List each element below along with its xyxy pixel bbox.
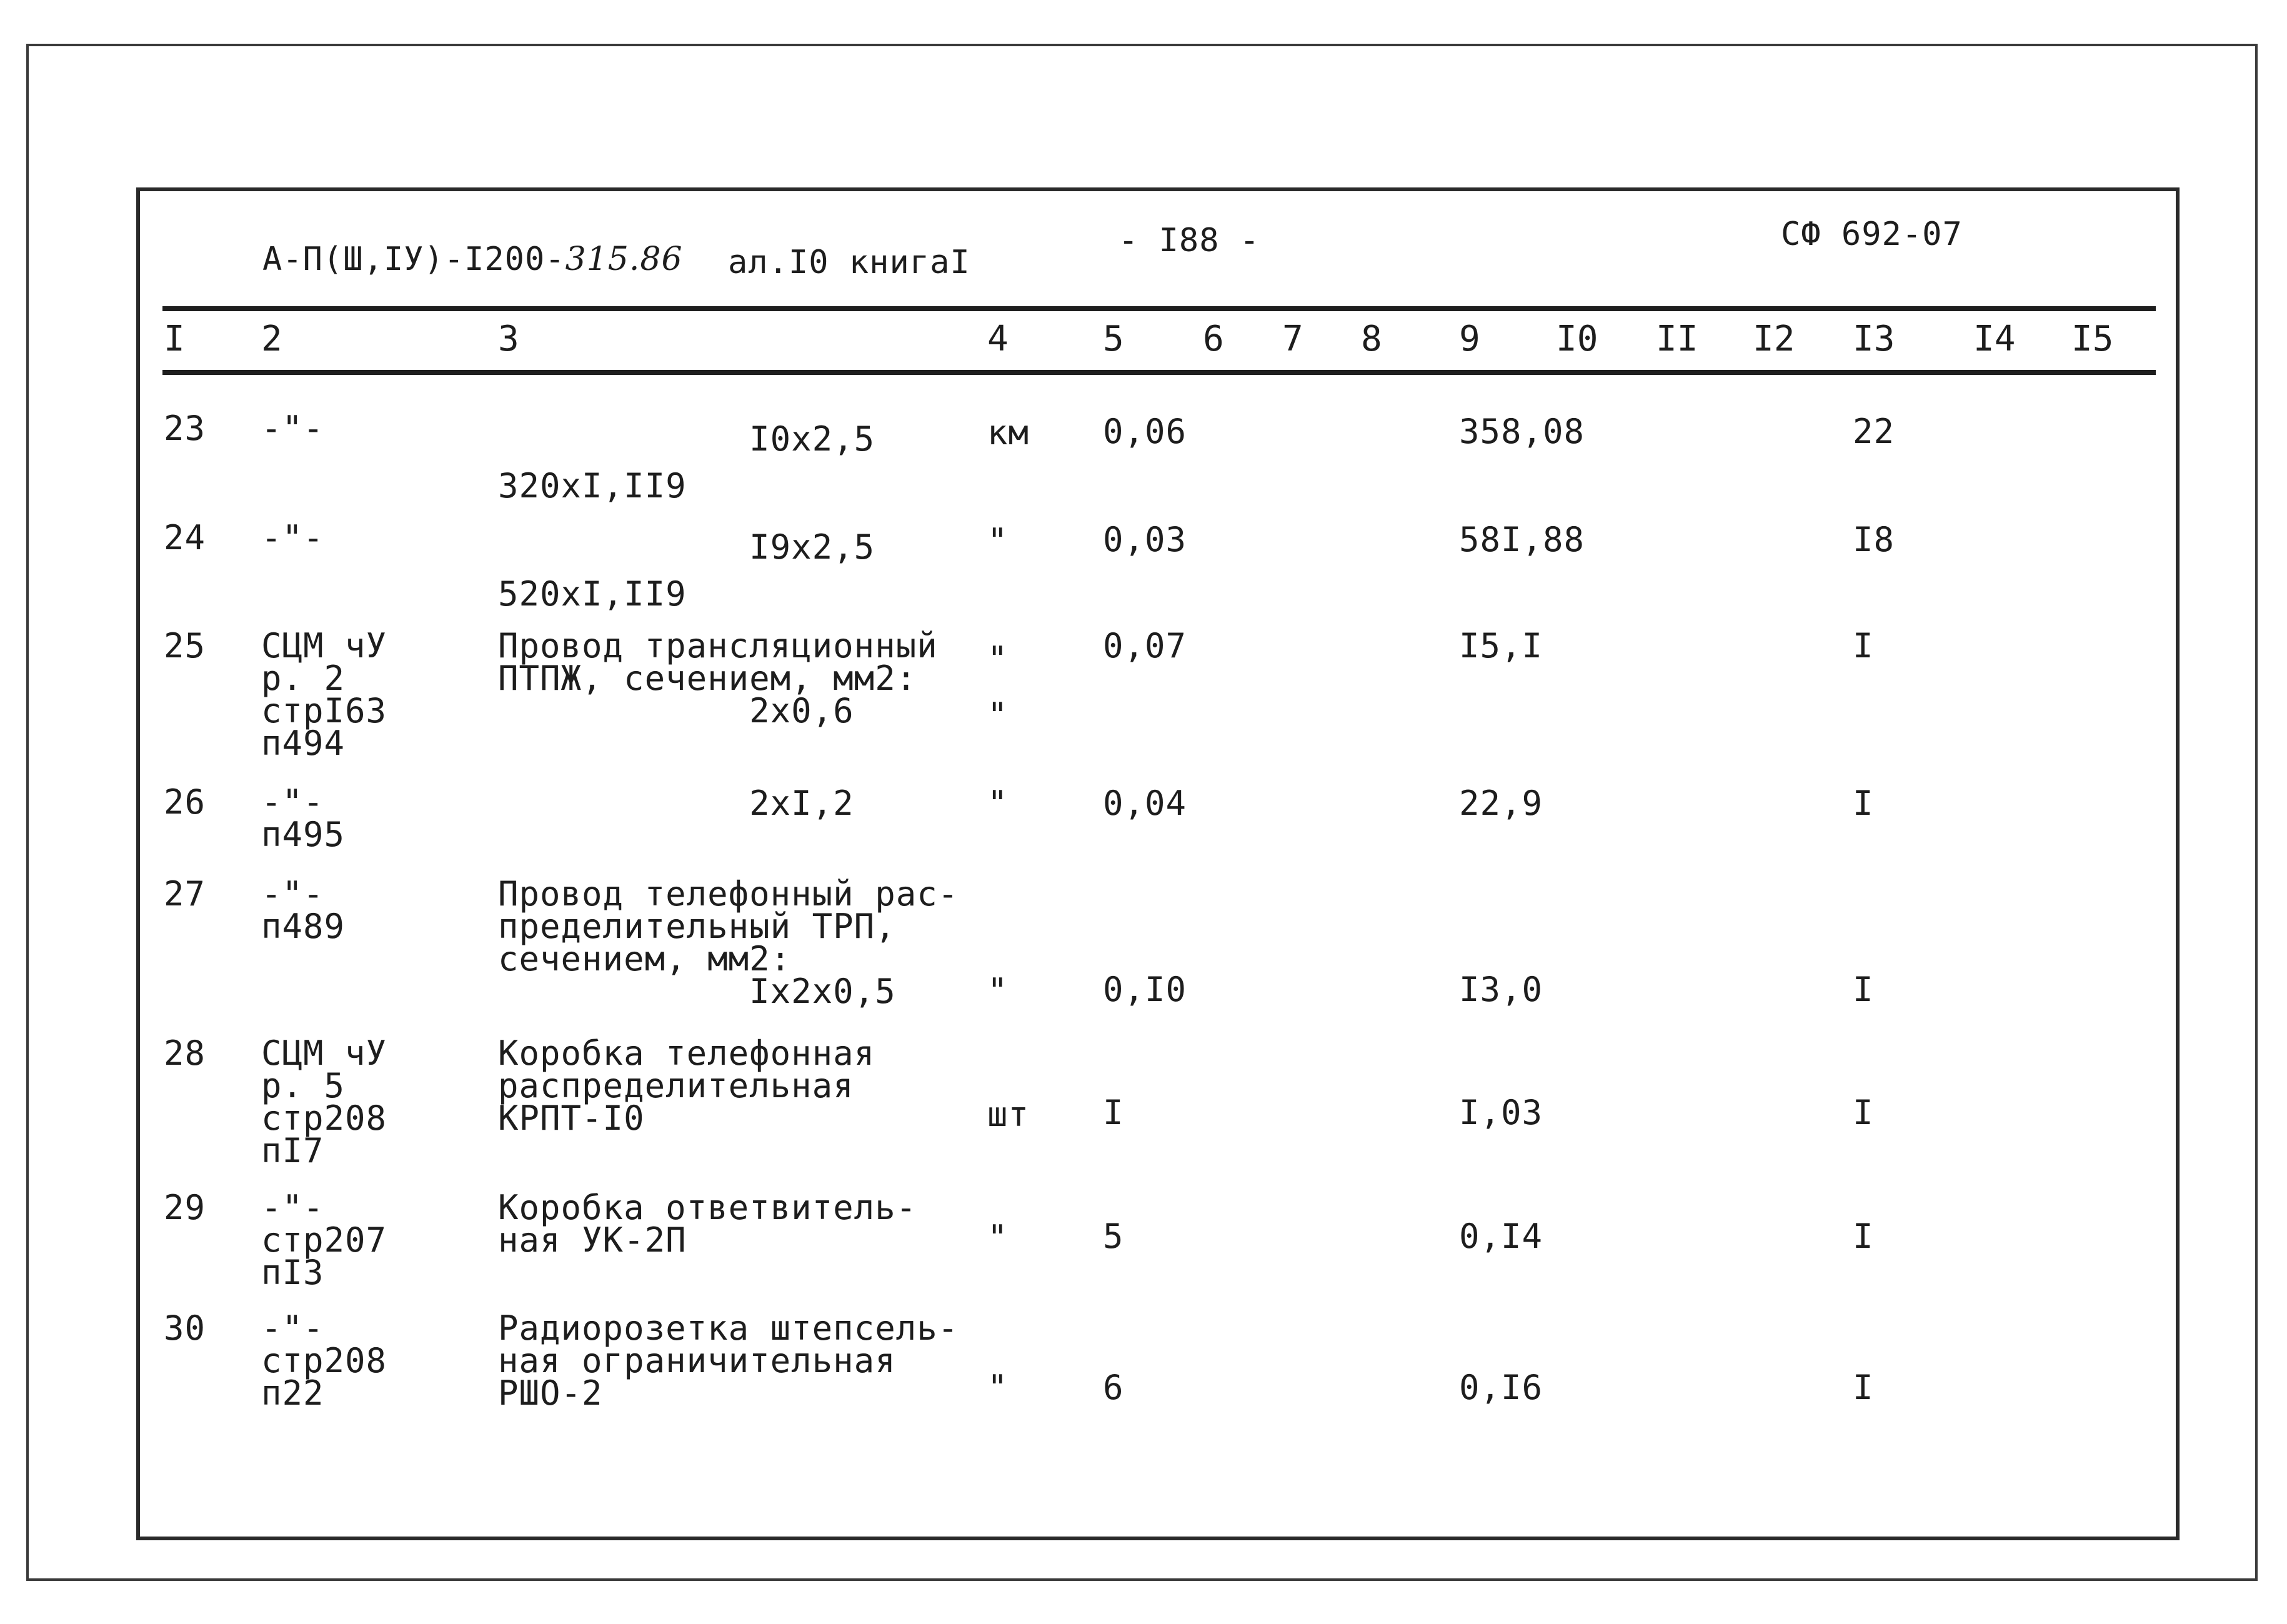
column-header: 6 [1203,319,1224,359]
row-name: Радиорозетка штепсель- ная ограничительная РШО-2 [498,1308,959,1413]
row-price: 22,9 [1459,784,1543,823]
album-label: ал.I0 книгаI [728,244,970,281]
row-unit: " " [987,639,1009,735]
document-code [262,241,683,278]
column-header: II [1656,319,1698,359]
table-frame [136,187,2180,1540]
row-source: СЦМ чУ р. 5 стр208 пI7 [261,1034,387,1170]
row-price: 0,I6 [1459,1368,1543,1407]
row-col13: I [1853,1093,1874,1132]
row-unit: " [987,521,1009,560]
row-number: 26 [164,782,206,822]
row-quantity: I [1103,1093,1124,1132]
row-price: 0,I4 [1459,1217,1543,1256]
row-col13: I [1853,784,1874,823]
row-unit: км [987,413,1030,452]
column-header: 7 [1282,319,1303,359]
row-col13: I [1853,970,1874,1009]
column-header: I2 [1753,319,1795,359]
row-source: СЦМ чУ р. 2 стрI63 п494 [261,626,387,763]
row-unit: " [987,971,1009,1010]
row-name: Провод трансляционный ПТПЖ, сечением, мм2: 2x0,6 [498,626,938,730]
column-header: 3 [498,319,519,359]
row-quantity: 0,04 [1103,784,1187,823]
row-name: Провод телефонный рас- пределительный ТРП, сечением, мм2: Ix2x0,5 [498,874,959,1011]
row-source: -"- [261,409,324,448]
row-name: I9x2,5 520xI,II9 [498,527,875,614]
row-unit: " [987,1368,1009,1407]
row-unit: " [987,784,1009,823]
row-price: 358,08 [1459,412,1585,451]
row-col13: I8 [1853,520,1895,559]
column-header: 9 [1459,319,1480,359]
row-source: -"- п495 [261,782,346,854]
row-quantity: 5 [1103,1217,1124,1256]
column-header: 2 [261,319,282,359]
row-quantity: 0,03 [1103,520,1187,559]
row-number: 29 [164,1188,206,1227]
column-header: I3 [1853,319,1895,359]
row-number: 24 [164,518,206,557]
row-col13: I [1853,1368,1874,1407]
row-price: I3,0 [1459,970,1543,1009]
column-header: I4 [1973,319,2016,359]
row-source: -"- стр207 пI3 [261,1188,387,1292]
column-header: I0 [1556,319,1598,359]
column-header: I5 [2071,319,2114,359]
header-rule-top [162,306,2156,311]
row-source: -"- стр208 п22 [261,1308,387,1413]
row-col13: I [1853,626,1874,665]
column-header: 4 [987,319,1009,359]
row-col13: 22 [1853,412,1895,451]
row-price: I5,I [1459,626,1543,665]
row-name: I0x2,5 320xI,II9 [498,419,875,506]
row-name: 2xI,2 [498,784,854,823]
row-col13: I [1853,1217,1874,1256]
column-header: 5 [1103,319,1124,359]
row-source: -"- п489 [261,874,346,946]
row-quantity: 0,I0 [1103,970,1187,1009]
row-unit: шт [987,1095,1030,1134]
row-unit: " [987,1218,1009,1257]
row-quantity: 6 [1103,1368,1124,1407]
row-price: 58I,88 [1459,520,1585,559]
row-price: I,03 [1459,1093,1543,1132]
row-number: 30 [164,1308,206,1348]
header-rule-bottom [162,370,2156,375]
row-number: 23 [164,409,206,448]
column-header: I [164,319,185,359]
row-number: 28 [164,1034,206,1073]
row-source: -"- [261,518,324,557]
row-number: 27 [164,874,206,914]
stamp-code: СФ 692-07 [1781,216,1963,253]
row-number: 25 [164,626,206,665]
row-name: Коробка телефонная распределительная КРПТ-I0 [498,1034,875,1138]
column-header: 8 [1361,319,1382,359]
row-quantity: 0,06 [1103,412,1187,451]
document-code-text: А-П(Ш,IУ)-I200- [262,241,566,278]
document-code-number: 315.86 [565,241,683,278]
row-name: Коробка ответвитель- ная УК-2П [498,1188,917,1260]
page-number: - I88 - [1119,222,1260,259]
row-quantity: 0,07 [1103,626,1187,665]
